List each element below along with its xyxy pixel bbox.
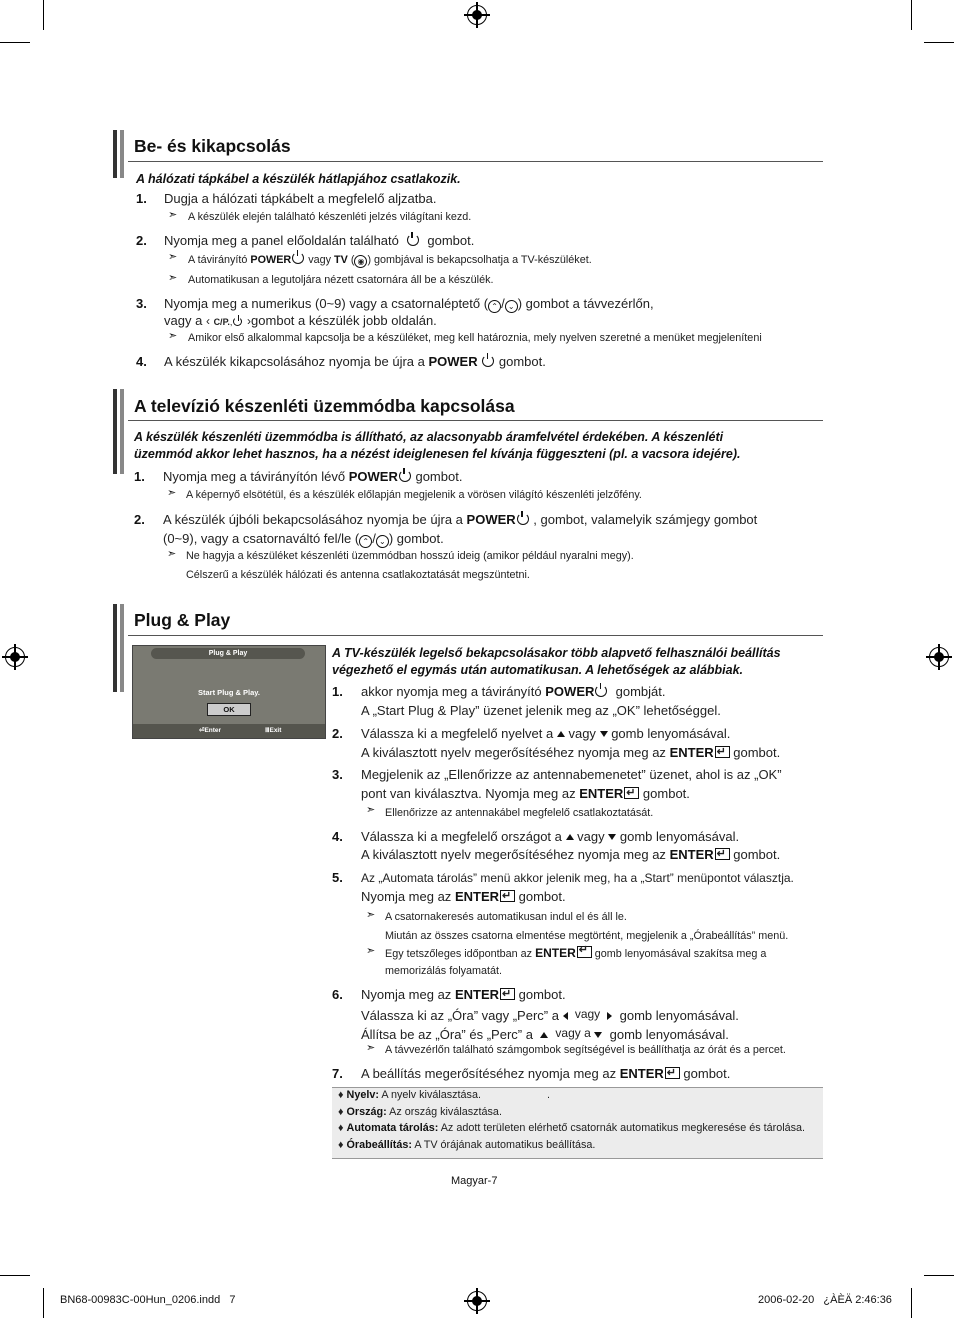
- step-text: A beállítás megerősítéséhez nyomja meg az ENTER↵ gombot.: [361, 1065, 730, 1083]
- section-rule: [128, 161, 823, 162]
- step-number: 5.: [332, 870, 343, 885]
- exit-icon: Ⅲ: [265, 727, 270, 734]
- step-number: 7.: [332, 1066, 343, 1081]
- enter-icon: [624, 787, 639, 799]
- section-title-plug-and-play: Plug & Play: [134, 610, 231, 630]
- left-arrow-icon: [563, 1012, 568, 1020]
- section-title-power: Be- és kikapcsolás: [134, 136, 291, 156]
- power-icon: [292, 252, 304, 264]
- registration-mark-icon: [929, 647, 949, 667]
- step-text: Nyomja meg a távirányítón lévő POWER gombot.: [163, 469, 463, 484]
- step-text: A készülék kikapcsolásához nyomja be újra a POWER gombot.: [164, 354, 546, 369]
- note-text: A készülék elején található készenléti jelzés világítani kezd.: [188, 211, 472, 223]
- step-text: Dugja a hálózati tápkábelt a megfelelő aljzatba.: [164, 191, 437, 206]
- power-icon: [517, 513, 529, 525]
- up-arrow-icon: [540, 1032, 548, 1038]
- plug-and-play-osd: [132, 645, 326, 739]
- summary-item: ♦ Ország: Az ország kiválasztása.: [338, 1106, 502, 1118]
- right-arrow-icon: [607, 1012, 612, 1020]
- crop-mark: [924, 1275, 954, 1276]
- note-arrow-icon: ➣: [366, 909, 376, 921]
- note-text: A csatornakeresés automatikusan indul el és áll le.: [385, 911, 627, 923]
- print-date: 2006-02-20 ¿ÀÈÄ 2:46:36: [758, 1294, 892, 1306]
- power-icon: [233, 317, 242, 326]
- note-text: Ellenőrizze az antennakábel megfelelő csatlakoztatását.: [385, 807, 654, 819]
- note-arrow-icon: ➣: [168, 209, 178, 221]
- step-number: 4.: [332, 829, 343, 844]
- step-number: 2.: [134, 512, 145, 527]
- section-bar: [120, 389, 124, 474]
- note-text: Egy tetszőleges időpontban az ENTER↵ gomb lenyomásával szakítsa meg a: [385, 946, 766, 962]
- channel-up-icon: ⌃: [359, 535, 372, 548]
- note-arrow-icon: ➣: [167, 487, 177, 499]
- step-text: Válassza ki a megfelelő nyelvet a vagy gomb lenyomásával.: [361, 726, 731, 741]
- step-text: A kiválasztott nyelv megerősítéséhez nyomja meg az ENTER↵ gombot.: [361, 744, 780, 762]
- osd-title: Plug & Play: [151, 648, 305, 659]
- step-text: Megjelenik az „Ellenőrizze az antennabemenetet” üzenet, ahol is az „OK”: [361, 767, 782, 782]
- tv-icon: ◉: [354, 255, 367, 268]
- power-icon: [482, 355, 494, 367]
- step-text: A kiválasztott nyelv megerősítéséhez nyomja meg az ENTER↵ gombot.: [361, 846, 780, 864]
- note-text: A távvezérlőn található számgombok segítségével is beállíthatja az órát és a percet.: [385, 1044, 786, 1056]
- step-text: (0~9), vagy a csatornaváltó fel/le ( ⌃ / ⌄ ) gombot.: [163, 531, 444, 546]
- crop-mark: [911, 1288, 912, 1318]
- note-text: Amikor első alkalommal kapcsolja be a készüléket, meg kell határoznia, mely nyelven szeretné a menüket megjeleníteni: [188, 332, 762, 344]
- osd-ok-button: OK: [207, 703, 251, 716]
- step-text: Nyomja meg az ENTER↵ gombot.: [361, 888, 566, 906]
- step-number: 3.: [136, 296, 147, 311]
- section-intro: A hálózati tápkábel a készülék hátlapjához csatlakozik.: [136, 172, 461, 186]
- step-number: 3.: [332, 767, 343, 782]
- note-arrow-icon: ➣: [168, 330, 178, 342]
- enter-icon: ⏎: [199, 727, 205, 734]
- section-title-standby: A televízió készenléti üzemmódba kapcsolása: [134, 396, 515, 416]
- step-text: Nyomja meg a panel előoldalán található gombot.: [164, 233, 475, 248]
- crop-mark: [0, 42, 30, 43]
- down-arrow-icon: [600, 731, 608, 737]
- section-bar: [120, 604, 124, 692]
- section-rule: [128, 420, 823, 421]
- summary-item: ♦ Automata tárolás: Az adott területen elérhető csatornák automatikus megkeresése és tárolása.: [338, 1122, 806, 1134]
- enter-icon: [500, 988, 515, 1000]
- step-text: Nyomja meg az ENTER↵ gombot.: [361, 986, 566, 1004]
- osd-message: Start Plug & Play.: [198, 688, 260, 697]
- note-text: A képernyő elsötétül, és a készülék előlapján megjelenik a vörösen világító készenléti jelzőfény.: [186, 489, 642, 501]
- channel-up-icon: ⌃: [488, 300, 501, 313]
- step-text: A „Start Plug & Play” üzenet jelenik meg az „OK” lehetőséggel.: [361, 703, 721, 718]
- up-arrow-icon: [566, 834, 574, 840]
- section-bar: [113, 389, 117, 474]
- enter-icon: [500, 890, 515, 902]
- note-arrow-icon: ➣: [366, 804, 376, 816]
- step-number: 2.: [332, 726, 343, 741]
- step-text: akkor nyomja meg a távirányító POWER gombját.: [361, 684, 666, 699]
- note-text: memorizálás folyamatát.: [385, 965, 503, 977]
- power-icon: [595, 685, 607, 697]
- down-arrow-icon: [594, 1032, 602, 1038]
- step-text: Állítsa be az „Óra” és „Perc” a vagy a gomb lenyomásával.: [361, 1026, 729, 1042]
- section-bar: [113, 130, 117, 178]
- enter-icon: [665, 1067, 680, 1079]
- note-text: Célszerű a készülék hálózati és antenna csatlakoztatását megszüntetni.: [186, 569, 530, 581]
- channel-down-icon: ⌄: [376, 535, 389, 548]
- section-intro: A készülék készenléti üzemmódba is állítható, az alacsonyabb áramfelvétel érdekében. A készenléti: [134, 430, 724, 444]
- enter-icon: [577, 946, 592, 958]
- note-text: Ne hagyja a készüléket készenléti üzemmódban hosszú ideig (amikor például nyaralni megy).: [186, 550, 634, 562]
- osd-footer: [133, 724, 325, 738]
- section-bar: [113, 604, 117, 692]
- step-text: pont van kiválasztva. Nyomja meg az ENTER↵ gombot.: [361, 785, 690, 803]
- step-number: 4.: [136, 354, 147, 369]
- step-number: 6.: [332, 987, 343, 1002]
- crop-mark: [43, 1288, 44, 1318]
- section-intro: üzemmód akkor lehet hasznos, ha a nézést ideiglenesen fel kívánja függeszteni (pl. a vacsora idejére).: [134, 447, 741, 461]
- step-number: 1.: [136, 191, 147, 206]
- channel-down-icon: ⌄: [505, 300, 518, 313]
- power-icon: [399, 470, 411, 482]
- note-arrow-icon: ➣: [168, 251, 178, 263]
- summary-item: ♦ Nyelv: A nyelv kiválasztása. .: [338, 1089, 550, 1101]
- power-icon: [407, 234, 419, 246]
- file-info: BN68-00983C-00Hun_0206.indd 7: [60, 1294, 236, 1306]
- note-arrow-icon: ➣: [366, 1042, 376, 1054]
- step-text: Az „Automata tárolás” menü akkor jelenik meg, ha a „Start” menüpontot választja.: [361, 871, 794, 885]
- step-text: Válassza ki az „Óra” vagy „Perc” a vagy gomb lenyomásával.: [361, 1007, 739, 1023]
- registration-mark-icon: [467, 5, 487, 25]
- registration-mark-icon: [467, 1291, 487, 1311]
- section-rule: [128, 635, 823, 636]
- enter-icon: [715, 848, 730, 860]
- crop-mark: [911, 0, 912, 30]
- registration-mark-icon: [5, 647, 25, 667]
- enter-icon: [715, 746, 730, 758]
- page-number: Magyar-7: [451, 1175, 498, 1187]
- section-bar: [120, 130, 124, 178]
- crop-mark: [924, 42, 954, 43]
- osd-exit-hint: ⅢExit: [265, 727, 282, 734]
- step-number: 1.: [332, 684, 343, 699]
- note-text: A távirányító POWER vagy TV ( ◉ ) gombjával is bekapcsolhatja a TV-készüléket.: [188, 254, 592, 266]
- note-arrow-icon: ➣: [167, 548, 177, 560]
- section-intro: végezhető el egymás után automatikusan. A lehetőségek az alábbiak.: [332, 663, 744, 677]
- summary-item: ♦ Órabeállítás: A TV órájának automatikus beállítása.: [338, 1139, 596, 1151]
- step-text: vagy a ‹ C/P., ›gombot a készülék jobb oldalán.: [164, 313, 437, 328]
- step-text: Nyomja meg a numerikus (0~9) vagy a csatornaléptető ( ⌃ / ⌄ ) gombot a távvezérlőn,: [164, 296, 654, 311]
- step-text: A készülék újbóli bekapcsolásához nyomja be újra a POWER , gombot, valamelyik számjegy gombot: [163, 512, 758, 527]
- note-arrow-icon: ➣: [366, 945, 376, 957]
- step-number: 2.: [136, 233, 147, 248]
- note-text: Miután az összes csatorna elmentése megtörtént, megjelenik a „Órabeállítás” menü.: [385, 930, 789, 942]
- crop-mark: [43, 0, 44, 30]
- step-text: Válassza ki a megfelelő országot a vagy gomb lenyomásával.: [361, 829, 740, 844]
- step-number: 1.: [134, 469, 145, 484]
- note-arrow-icon: ➣: [168, 272, 178, 284]
- down-arrow-icon: [608, 834, 616, 840]
- note-text: Automatikusan a legutoljára nézett csatornára áll be a készülék.: [188, 274, 494, 286]
- osd-enter-hint: ⏎Enter: [199, 727, 222, 734]
- crop-mark: [0, 1275, 30, 1276]
- section-intro: A TV-készülék legelső bekapcsolásakor több alapvető felhasználói beállítás: [332, 646, 781, 660]
- up-arrow-icon: [557, 731, 565, 737]
